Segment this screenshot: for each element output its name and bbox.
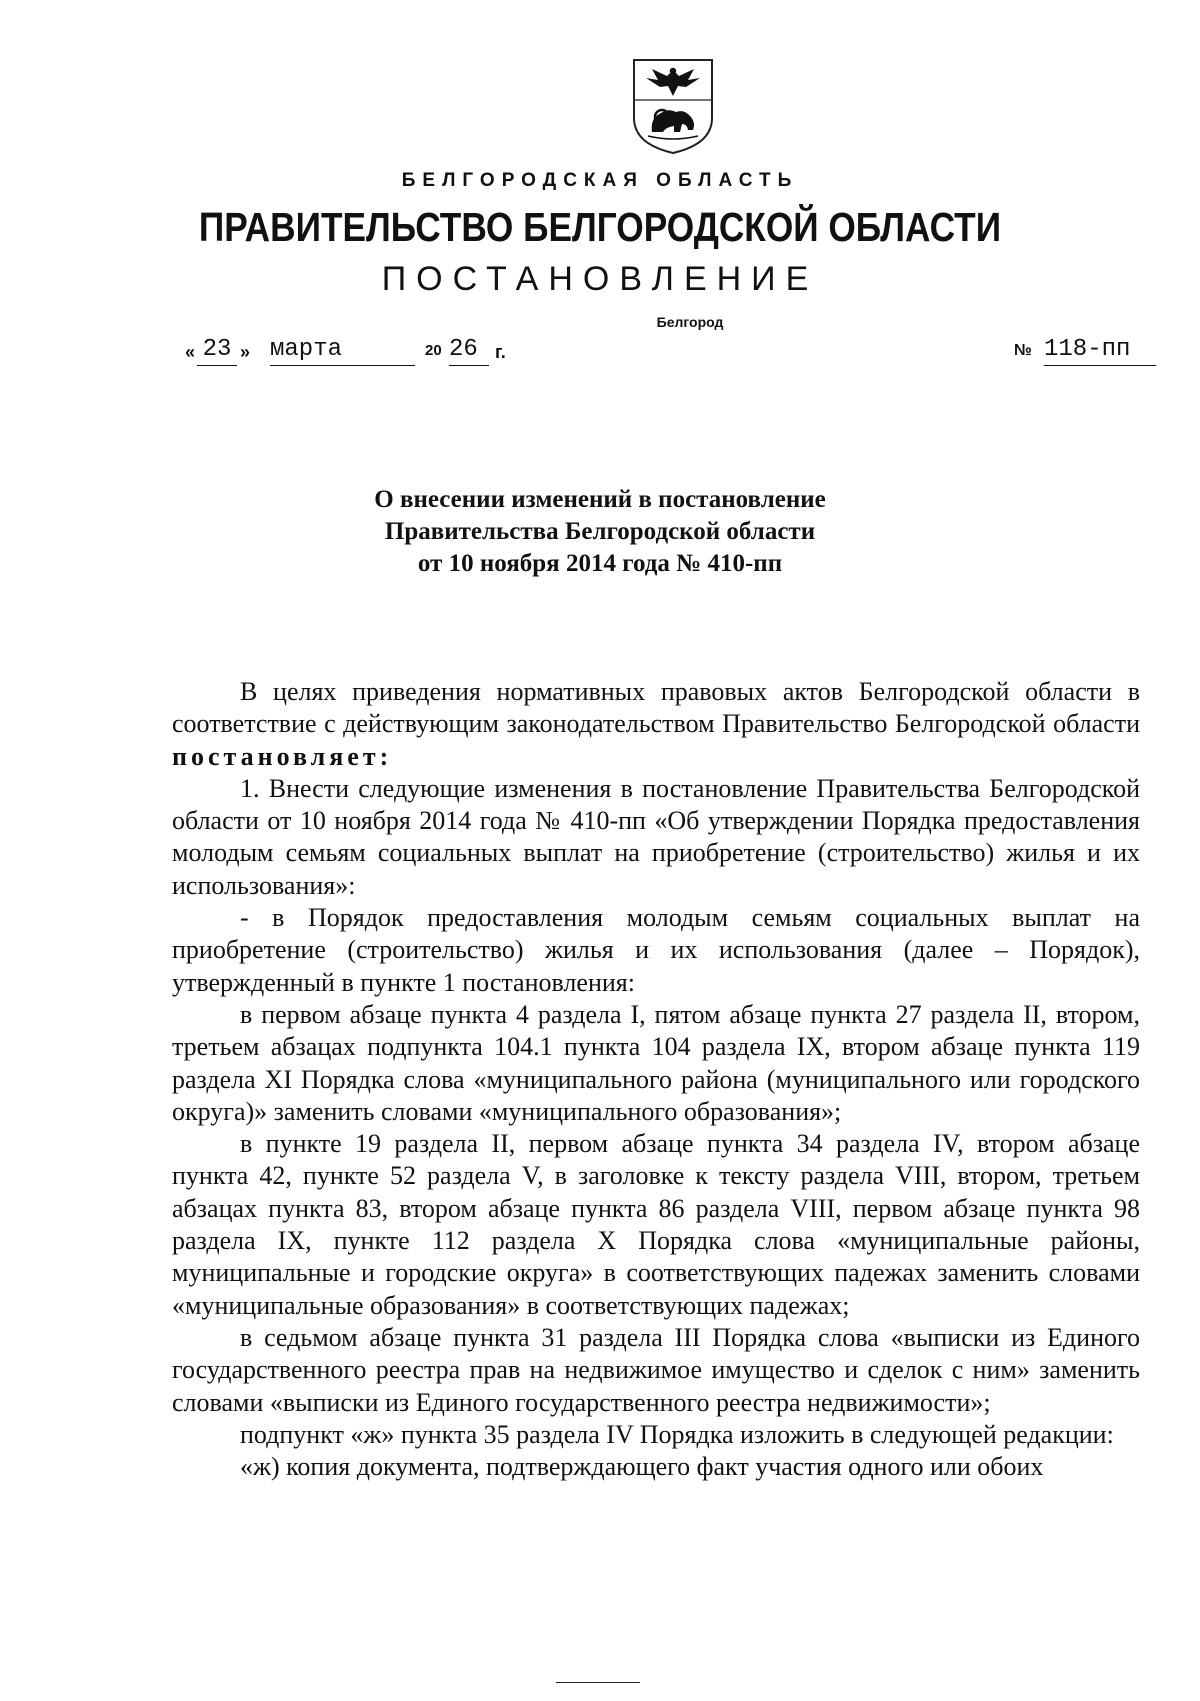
date-year: 26 <box>449 336 489 366</box>
government-title: ПРАВИТЕЛЬСТВО БЕЛГОРОДСКОЙ ОБЛАСТИ <box>198 204 1002 250</box>
body-paragraph: подпункт «ж» пункта 35 раздела IV Порядка изложить в следующей редакции: <box>240 1419 1114 1449</box>
title-line: О внесении изменений в постановление <box>374 486 826 513</box>
city-name: Белгород <box>656 314 724 330</box>
date-month: марта <box>270 336 415 366</box>
body-paragraph: в седьмом абзаце пункта 31 раздела III Порядка слова «выписки из Единого государственного реестра прав на недвижимое имущество и сделок с ним» заменить словами «выписки из Единого государственного реестра недвижимости»; <box>172 1322 1140 1417</box>
body-paragraph: в первом абзаце пункта 4 раздела I, пятом абзаце пункта 27 раздела II, втором, третьем абзацах подпункта 104.1 пункта 104 раздела IX, втором абзаце пункта 119 раздела XI Порядка слова «муниципального района (муниципального или городского округа)» заменить словами «муниципального образования»; <box>172 999 1140 1126</box>
document-body <box>172 676 1140 1483</box>
date-quote-close: » <box>240 342 251 362</box>
region-name: БЕЛГОРОДСКАЯ ОБЛАСТЬ <box>401 170 799 191</box>
title-line: Правительства Белгородской области <box>384 518 816 545</box>
footer-divider <box>556 1682 640 1683</box>
preamble-text: В целях приведения нормативных правовых актов Белгородской области в соответствие с действующим законодательством Правительство Белгородской области <box>172 677 1140 739</box>
body-paragraph: - в Порядок предоставления молодым семьям социальных выплат на приобретение (строительство) жилья и их использования (далее – Порядок), утвержденный в пункте 1 постановления: <box>172 903 1140 997</box>
coat-of-arms-emblem-icon <box>630 56 716 156</box>
date-quote-open: « <box>185 342 196 362</box>
date-day: 23 <box>197 336 237 366</box>
date-year-abbr: г. <box>495 342 506 362</box>
document-title <box>0 484 1200 580</box>
document-type: ПОСТАНОВЛЕНИЕ <box>381 260 819 298</box>
title-line: от 10 ноября 2014 года № 410-пп <box>417 550 783 577</box>
number-sign: № <box>1014 342 1032 359</box>
body-paragraph <box>172 676 1140 773</box>
resolves-word: постановляет: <box>172 741 393 771</box>
number-value: 118-пп <box>1044 336 1156 366</box>
date-century-prefix: 20 <box>425 342 442 359</box>
body-paragraph: в пункте 19 раздела II, первом абзаце пункта 34 раздела IV, втором абзаце пункта 42, пункте 52 раздела V, в заголовке к тексту раздела VIII, втором, третьем абзацах пункта 83, втором абзаце пункта 86 раздела VIII, первом абзаце пункта 98 раздела IX, пункте 112 раздела X Порядка слова «муниципальные районы, муниципальные и городские округа» в соответствующих падежах заменить словами «муниципальные образования» в соответствующих падежах; <box>172 1129 1140 1320</box>
body-paragraph: 1. Внести следующие изменения в постановление Правительства Белгородской области от 10 ноября 2014 года № 410-пп «Об утверждении Порядка предоставления молодым семьям социальных выплат на приобретение (строительство) жилья и их использования»: <box>172 773 1140 900</box>
body-paragraph: «ж) копия документа, подтверждающего факт участия одного или обоих <box>240 1452 1044 1482</box>
